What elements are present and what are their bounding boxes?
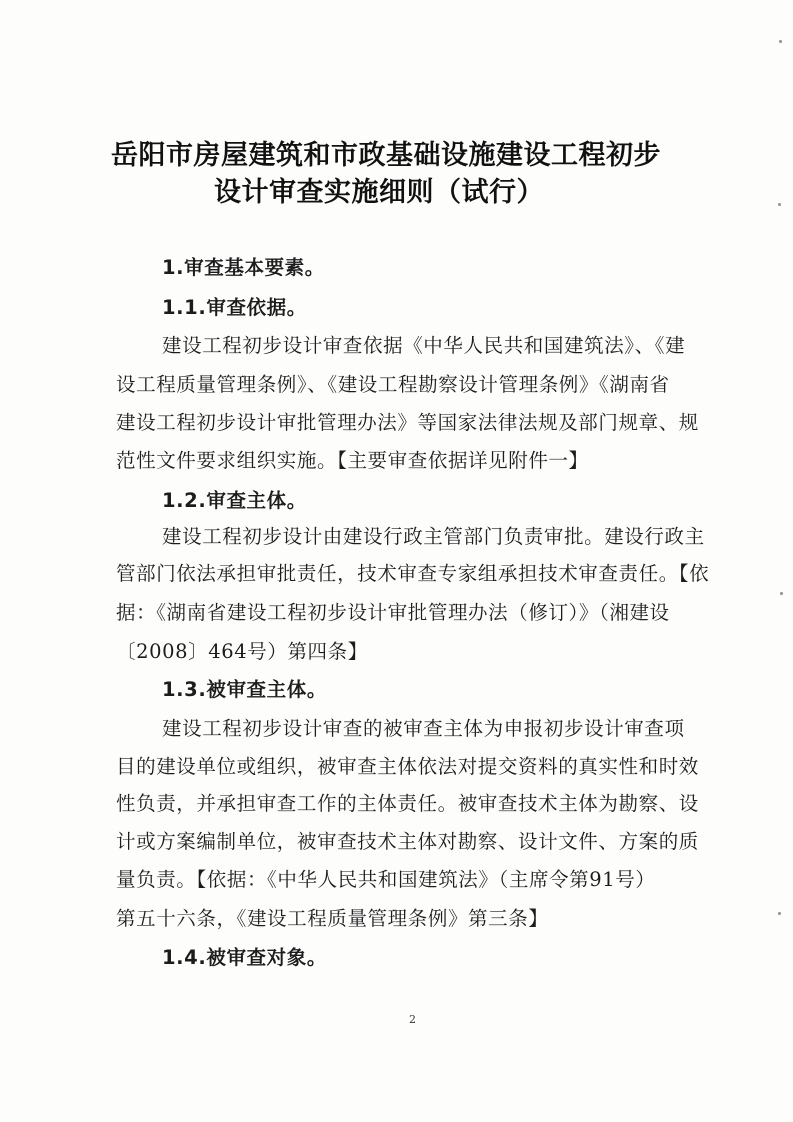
- page-number: 2: [409, 1013, 416, 1026]
- paragraph-line: 目的建设单位或组织，被审查主体依法对提交资料的真实性和时效: [116, 755, 699, 778]
- scan-speck: [779, 40, 782, 43]
- paragraph-line: 计或方案编制单位，被审查技术主体对勘察、设计文件、方案的质: [116, 830, 699, 853]
- section-heading-1-1: 1.1.审查依据。: [162, 296, 307, 319]
- section-heading-1-2: 1.2.审查主体。: [162, 489, 307, 512]
- scan-speck: [778, 912, 781, 915]
- section-heading-1: 1.审查基本要素。: [162, 256, 325, 279]
- paragraph-line: 〔2008〕464号）第四条】: [116, 640, 368, 663]
- document-title-line-1: 岳阳市房屋建筑和市政基础设施建设工程初步: [111, 140, 661, 171]
- paragraph-line: 建设工程初步设计由建设行政主管部门负责审批。建设行政主: [162, 525, 705, 548]
- section-heading-1-4: 1.4.被审查对象。: [162, 946, 327, 969]
- paragraph-line: 管部门依法承担审批责任，技术审查专家组承担技术审查责任。【依: [116, 562, 710, 585]
- paragraph-line: 建设工程初步设计审查依据《中华人民共和国建筑法》、《建: [162, 334, 686, 357]
- paragraph-line: 第五十六条，《建设工程质量管理条例》第三条】: [116, 907, 549, 930]
- section-heading-1-3: 1.3.被审查主体。: [162, 678, 327, 701]
- paragraph-line: 据：《湖南省建设工程初步设计审批管理办法（修订）》（湘建设: [116, 601, 670, 624]
- paragraph-line: 设工程质量管理条例》、《建设工程勘察设计管理条例》《湖南省: [116, 373, 670, 396]
- paragraph-line: 建设工程初步设计审批管理办法》等国家法律法规及部门规章、规: [116, 411, 699, 434]
- paragraph-line: 性负责，并承担审查工作的主体责任。被审查技术主体为勘察、设: [116, 792, 699, 815]
- scan-speck: [778, 203, 781, 206]
- paragraph-line: 范性文件要求组织实施。【主要审查依据详见附件一】: [116, 449, 589, 472]
- document-title-line-2: 设计审查实施细则（试行）: [214, 177, 544, 208]
- paragraph-line: 量负责。【依据：《中华人民共和国建筑法》（主席令第91号）: [116, 868, 656, 891]
- scan-speck: [780, 592, 783, 595]
- paragraph-line: 建设工程初步设计审查的被审查主体为申报初步设计审查项: [162, 717, 685, 740]
